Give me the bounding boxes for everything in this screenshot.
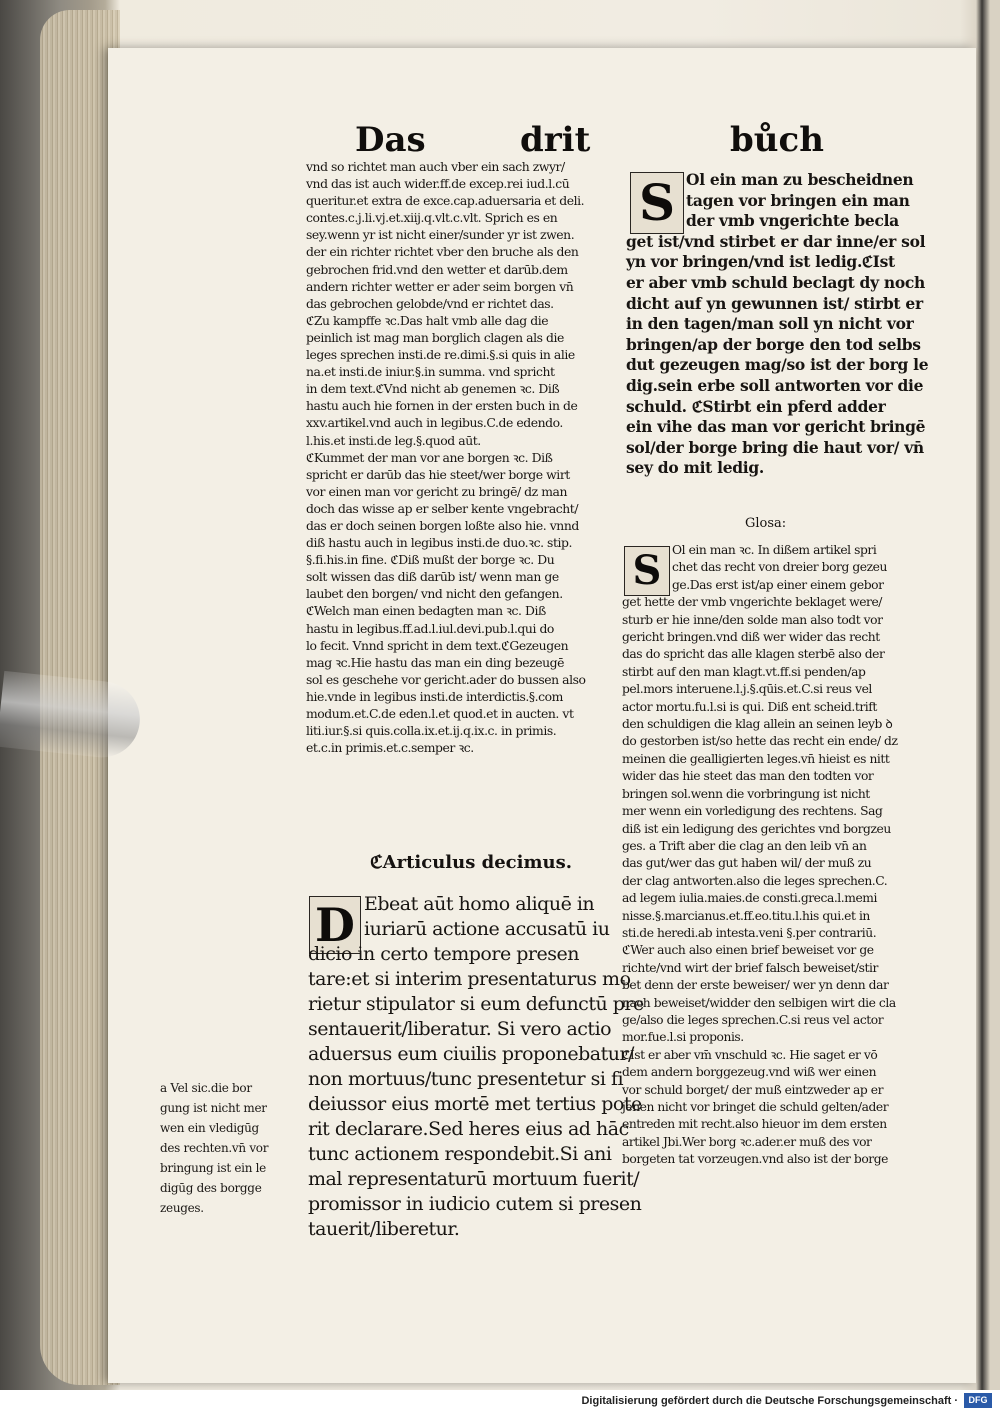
glosa-text-line: get hette der vmb vngerichte beklaget were/ xyxy=(622,595,882,610)
latin-text-line: iuriarū actione accusatū iu xyxy=(364,918,610,940)
glosa-text-line: actor mortu.fu.l.si is qui. Diß ent scheid.trift xyxy=(622,699,877,714)
right-top-text-line: Ol ein man zu bescheidnen xyxy=(686,170,914,189)
left-column-line: vor einen man vor gericht zu bringē/ dz man xyxy=(306,483,568,499)
left-column-line: lo fecit. Vnnd spricht in dem text.ℭGezeugen xyxy=(306,637,569,653)
glosa-text-line: ges. a Trift aber die clag an den leib vn̄ an xyxy=(622,838,867,853)
glosa-text-line: ℭWer auch also einen brief beweiset vor ge xyxy=(622,943,874,958)
latin-text-line: Ebeat aūt homo aliquē in xyxy=(364,893,595,915)
left-column-line: andern richter wetter er ader seim borgen vn̄ xyxy=(306,278,574,294)
glosa-text-line: jenen nicht vor bringet die schuld gelten/ader xyxy=(622,1100,889,1114)
left-column-line: hastu auch hie fornen in der ersten buch in de xyxy=(306,398,578,414)
left-column-line: das gebrochen gelobde/vnd er richtet das. xyxy=(306,295,554,311)
latin-text-line: sentauerit/liberatur. Si vero actio xyxy=(308,1018,612,1040)
running-header-left: Das xyxy=(355,120,426,160)
right-top-text-line: dut gezeugen mag/so ist der borg le xyxy=(626,355,929,375)
left-column-line: l.his.et insti.de leg.§.quod aūt. xyxy=(306,432,481,448)
left-column-line: mag ꝛc.Hie hastu das man ein ding bezeugē xyxy=(306,654,564,670)
left-column-line: in dem text.ℭVnd nicht ab genemen ꝛc. Diß xyxy=(306,381,560,397)
glosa-text-line: gericht bringen.vnd diß wer wider das recht xyxy=(622,630,880,645)
left-commentary-column xyxy=(306,158,611,756)
latin-text-line: rit declarare.Sed heres eius ad hāc xyxy=(308,1118,629,1140)
left-column-line: spricht er darūb das hie steet/wer borge wirt xyxy=(306,466,570,482)
right-top-text-line: get ist/vnd stirbet er dar inne/er sol xyxy=(626,231,926,251)
marginal-note-line: a Vel sic.die bor xyxy=(160,1081,252,1095)
glosa-text-line: mer wenn ein vorledigung des rechtens. Sag xyxy=(622,804,883,819)
left-column-line: ℭKummet der man vor ane borgen ꝛc. Diß xyxy=(306,449,553,465)
marginal-note-line: bringung ist ein le xyxy=(160,1161,266,1175)
latin-text-line: tauerit/liberetur. xyxy=(308,1218,460,1240)
glosa-text-line: nisse.§.marcianus.et.ff.eo.titu.l.his qui.et in xyxy=(622,908,870,923)
left-column-line: modum.et.C.de eden.l.et quod.et in aucten. vt xyxy=(306,706,574,721)
marginal-note-line: wen ein vledigūg xyxy=(160,1121,259,1135)
right-top-text-line: bringen/ap der borge den tod selbs xyxy=(626,334,921,354)
left-column-line: leges sprechen insti.de re.dimi.§.si quis in alie xyxy=(306,347,575,363)
glosa-text-line: das do spricht das alle klagen sterbē also der xyxy=(622,647,885,662)
glosa-text-line: vor schuld borget/ der muß eintzweder ap er xyxy=(622,1082,884,1097)
right-top-text-line: sey do mit ledig. xyxy=(626,458,765,478)
right-top-text-line: sol/der borge bring die haut vor/ vn̄ xyxy=(626,437,924,457)
marginal-note xyxy=(160,1078,268,1218)
left-column-line: der ein richter richtet vber den bruche als den xyxy=(306,244,579,260)
dfg-logo: DFG xyxy=(964,1393,992,1408)
left-column-line: na.et insti.de iniur.§.in summa. vnd spricht xyxy=(306,364,555,380)
glosa-text-line: meinen die gealligierten leges.vn̄ hieist es nitt xyxy=(622,751,890,766)
running-header-right: bůch xyxy=(730,120,824,160)
glosa-text-line: sti.de heredi.ab intesta.veni §.per contrariū. xyxy=(622,925,877,940)
glosa-text-line: richte/vnd wirt der brief falsch beweiset/stir xyxy=(622,960,878,975)
right-top-text-line: schuld. ℭStirbt ein pferd adder xyxy=(626,396,886,416)
glosa-text-line: artikel Jbi.Wer borg ꝛc.ader.er muß des vor xyxy=(622,1134,872,1149)
glosa-text-line: dem andern borggezeug.vnd wiß wer einen xyxy=(622,1065,877,1080)
left-column-line: hastu in legibus.ff.ad.l.iul.devi.pub.l.qui do xyxy=(306,620,554,636)
decorated-initial-s: S xyxy=(630,172,684,234)
latin-text-line: deiussor eius mortē met tertius pote xyxy=(308,1093,642,1115)
left-column-line: sey.wenn yr ist nicht einer/sunder yr ist zwen. xyxy=(306,227,575,243)
right-top-text-line: tagen vor bringen ein man xyxy=(686,190,910,210)
left-column-line: xxv.artikel.vnd auch in legibus.C.de edendo. xyxy=(306,415,563,431)
latin-text-line: tare:et si interim presentaturus mo xyxy=(308,968,631,990)
footer-bar xyxy=(0,1390,1000,1412)
glosa-text-line: mor.fue.l.si proponis. xyxy=(622,1030,744,1045)
glosa-text-line: stirbt auf den man klagt.vt.ff.si penden/ap xyxy=(622,664,866,679)
glosa-text-line: chet das recht von dreier borg gezeu xyxy=(672,560,887,575)
glosa-text-line: bet denn der erste beweiser/ wer yn denn dar xyxy=(622,978,889,993)
left-column-line: doch das wisse ap er selber kente vngebracht/ xyxy=(306,500,579,516)
right-top-text-line: er aber vmb schuld beclagt dy noch xyxy=(626,272,926,292)
latin-text-line: aduersus eum ciuilis proponebatur/ xyxy=(308,1043,634,1065)
glosa-text-line: do gestorben ist/so hette das recht ein ende/ dz xyxy=(622,734,898,749)
right-top-text-line: in den tagen/man soll yn nicht vor xyxy=(626,314,914,334)
left-column-line: vnd das ist auch wider.ff.de excep.rei iud.l.cū xyxy=(306,176,570,192)
glosa-text-line: ge/also die leges sprechen.C.si reus vel actor xyxy=(622,1012,884,1027)
glosa-text-line: sturb er hie inne/den solde man also todt vor xyxy=(622,612,883,627)
glosa-title: Glosa: xyxy=(745,516,787,531)
left-column-line: hie.vnde in legibus insti.de interdictis.§.com xyxy=(306,688,563,704)
funding-notice: Digitalisierung gefördert durch die Deutsche Forschungsgemeinschaft · xyxy=(581,1395,958,1407)
glosa-text-line: ℭIst er aber vm̄ vnschuld ꝛc. Hie saget er vō xyxy=(622,1047,878,1062)
glosa-initial-s: S xyxy=(624,546,670,596)
left-column-line: peinlich ist mag man borglich clagen als die xyxy=(306,329,564,345)
running-header-center: drit xyxy=(520,120,591,160)
latin-text-line: tunc actionem respondebit.Si ani xyxy=(308,1143,612,1165)
glosa-text-line: das gut/wer das gut haben wil/ der muß zu xyxy=(622,856,872,871)
marginal-note-line: gung ist nicht mer xyxy=(160,1101,267,1115)
section-heading: ℭArticulus decimus. xyxy=(370,852,572,873)
left-column-line: §.fi.his.in fine. ℭDiß mußt der borge ꝛc. Du xyxy=(306,552,555,568)
left-column-line: contes.c.j.li.vj.et.xiij.q.vlt.c.vlt. Sprich es en xyxy=(306,210,558,226)
latin-text-line: rietur stipulator si eum defunctū pre xyxy=(308,993,644,1015)
latin-text-line: mal representaturū mortuum fuerit/ xyxy=(308,1168,640,1190)
glosa-text-line: nach beweiset/widder den selbigen wirt die cla xyxy=(622,995,896,1010)
left-column-line: solt wissen das diß darūb ist/ wenn man ge xyxy=(306,569,559,585)
decorated-initial-d: D xyxy=(309,896,361,954)
glosa-text-line: den schuldigen die klag allein an seinen leyb ꝺ xyxy=(622,717,893,732)
right-main-text xyxy=(626,170,936,479)
right-top-text-line: dig.sein erbe soll antworten vor die xyxy=(626,375,924,395)
left-column-line: vnd so richtet man auch vber ein sach zwyr/ xyxy=(306,159,565,174)
glosa-text-line: diß ist ein ledigung des gerichtes vnd borgzeu xyxy=(622,821,891,836)
latin-text-line: dicio in certo tempore presen xyxy=(308,943,579,965)
glosa-text-line: wider das hie steet das man den todten vor xyxy=(622,769,874,784)
right-top-text-line: dicht auf yn gewunnen ist/ stirbt er xyxy=(626,293,923,313)
marginal-note-line: des rechten.vn̄ vor xyxy=(160,1141,269,1155)
glosa-text-line: ge.Das erst ist/ap einer einem gebor xyxy=(672,577,884,592)
glosa-text-line: Ol ein man ꝛc. In dißem artikel spri xyxy=(672,543,877,557)
left-column-line: sol es geschehe vor gericht.ader do bussen also xyxy=(306,671,586,687)
right-top-text-line: der vmb vngerichte becla xyxy=(686,211,899,231)
left-column-line: diß hastu auch in legibus insti.de duo.ꝛc. stip. xyxy=(306,535,572,551)
marginal-note-line: zeuges. xyxy=(160,1201,204,1215)
marginal-note-line: digūg des borgge xyxy=(160,1181,262,1195)
left-column-line: ℭWelch man einen bedagten man ꝛc. Diß xyxy=(306,603,546,619)
latin-text-line: non mortuus/tunc presentetur si fi xyxy=(308,1068,624,1090)
right-top-text-line: ein vihe das man vor gericht bringē xyxy=(626,417,926,437)
glosa-commentary xyxy=(622,542,932,1169)
right-top-text-line: yn vor bringen/vnd ist ledig.ℭIst xyxy=(626,252,895,272)
glosa-text-line: ad legem iulia.maies.de consti.greca.l.memi xyxy=(622,891,877,906)
left-column-line: queritur.et extra de exce.cap.aduersaria et deli. xyxy=(306,193,585,209)
latin-text-line: promissor in iudicio cutem si presen xyxy=(308,1193,642,1215)
glosa-text-line: pel.mors interuene.l.j.§.qūis.et.C.si reus vel xyxy=(622,682,872,697)
latin-statute-text xyxy=(308,892,644,1242)
left-column-line: gebrochen frid.vnd den wetter et darūb.dem xyxy=(306,261,568,277)
glosa-text-line: entreden mit recht.also hieuor im dem ersten xyxy=(622,1117,887,1132)
left-column-line: liti.iur.§.si quis.colla.ix.et.ij.q.ix.c. in primis. xyxy=(306,723,557,739)
left-column-line: laubet den borgen/ vnd nicht den gefangen. xyxy=(306,586,563,602)
left-column-line: et.c.in primis.et.c.semper ꝛc. xyxy=(306,740,474,756)
glosa-text-line: der clag antworten.also die leges sprechen.C. xyxy=(622,873,888,888)
glosa-text-line: bringen sol.wenn die vorbringung ist nicht xyxy=(622,786,870,801)
glosa-text-line: borgeten tat vorzeugen.vnd also ist der borge xyxy=(622,1152,888,1167)
left-column-line: ℭZu kampffe ꝛc.Das halt vmb alle dag die xyxy=(306,312,549,328)
left-column-line: das er doch seinen borgen loßte also hie. vnnd xyxy=(306,517,579,533)
